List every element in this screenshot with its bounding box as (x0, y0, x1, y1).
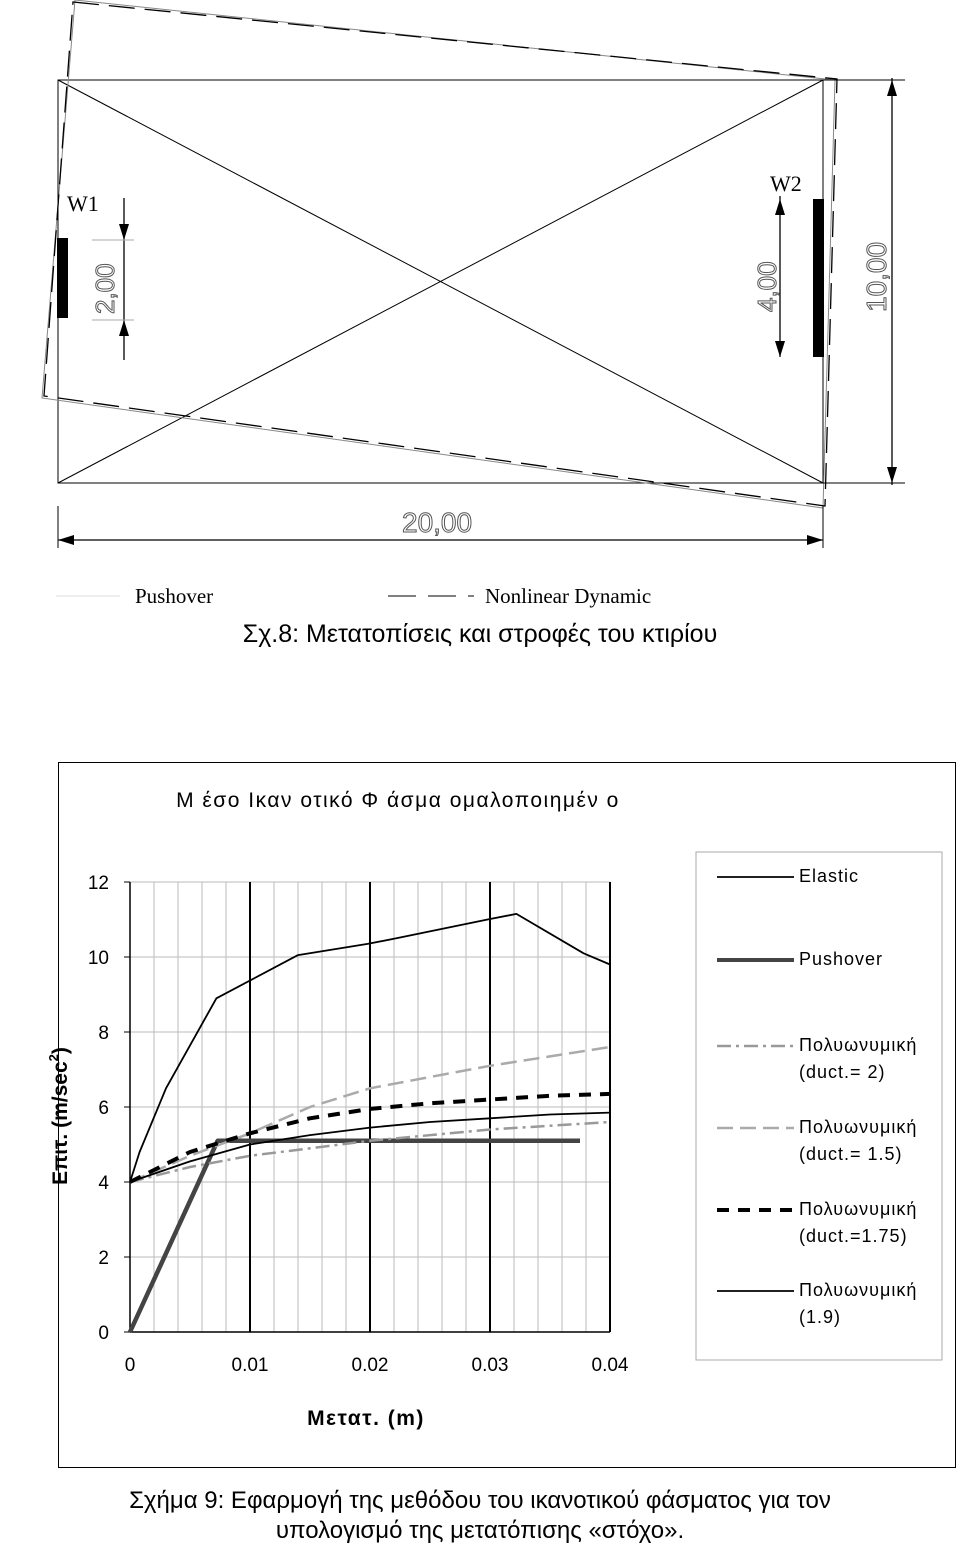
dimension-arrow (775, 199, 785, 215)
dimension-arrow (119, 320, 129, 336)
y-tick-label: 12 (87, 873, 109, 894)
dimension-arrow (119, 224, 129, 240)
dimension-arrow (887, 467, 897, 483)
dimension-label-10: 10,00 (861, 241, 892, 312)
legend-nonlinear-label: Nonlinear Dynamic (485, 584, 652, 608)
legend-sublabel-2: (duct.= 2) (799, 1062, 886, 1082)
legend-sublabel-5: (1.9) (799, 1307, 842, 1327)
dimension-label-2: 2,00 (90, 263, 120, 314)
series-line-1 (130, 1141, 580, 1332)
dynamic-displaced-outline (44, 2, 837, 506)
pushover-displaced-outline (42, 0, 835, 508)
chart-frame (46, 762, 956, 1468)
legend-label-0: Elastic (799, 866, 860, 886)
legend-label-1: Pushover (799, 949, 884, 969)
y-tick-label: 6 (98, 1098, 109, 1119)
figure-9-caption (0, 1486, 960, 1546)
legend-label-3: Πολυωνυμική (799, 1117, 918, 1137)
wall-w2-label: W2 (770, 171, 802, 196)
figure-9-caption-line2: υπολογισμό της μετατόπισης «στόχο». (275, 1517, 685, 1544)
y-axis-label-sup: 2 (46, 1054, 61, 1062)
legend-label-4: Πολυωνυμική (799, 1199, 918, 1219)
building-displacement-diagram (0, 0, 960, 700)
legend-label-2: Πολυωνυμική (799, 1035, 918, 1055)
legend-sublabel-3: (duct.= 1.5) (799, 1144, 903, 1164)
dimension-arrow (807, 535, 823, 545)
legend-pushover-label: Pushover (135, 584, 214, 608)
chart-title: Μ έσο Ικαν οτικό Φ άσμα ομαλοποιημέν ο (176, 789, 620, 812)
y-axis-label-close: ) (49, 1047, 72, 1055)
wall-w1 (57, 238, 68, 318)
tick-labels (88, 873, 629, 1376)
x-tick-label: 0.01 (231, 1355, 269, 1376)
figure-8-caption: Σχ.8: Μετατοπίσεις και στροφές του κτιρίου (242, 620, 718, 648)
svg-text:Επιτ. (m/sec2) (46, 1047, 72, 1185)
figure-9-caption-line1: Σχήμα 9: Εφαρμογή της μεθόδου του ικανοτικού φάσματος για τον (129, 1487, 831, 1514)
wall-w1-label: W1 (67, 191, 99, 216)
y-tick-label: 8 (98, 1023, 109, 1044)
x-tick-label: 0.03 (471, 1355, 509, 1376)
y-tick-label: 0 (98, 1323, 109, 1344)
wall-w2 (813, 199, 824, 357)
dimension-label-20: 20,00 (402, 507, 473, 538)
dimension-arrow (887, 80, 897, 96)
chart-legend (696, 852, 942, 1360)
y-axis-label-main: Επιτ. (m/sec (49, 1061, 72, 1185)
dimension-label-4: 4,00 (752, 261, 782, 312)
x-tick-label: 0 (124, 1355, 136, 1376)
x-tick-label: 0.02 (351, 1355, 389, 1376)
legend-label-5: Πολυωνυμική (799, 1280, 918, 1300)
dimension-arrow (58, 535, 74, 545)
y-axis-label (46, 1047, 72, 1185)
x-axis-label: Μετατ. (m) (307, 1407, 425, 1430)
y-tick-label: 4 (98, 1173, 109, 1194)
legend-sublabel-4: (duct.=1.75) (799, 1226, 908, 1246)
y-tick-label: 10 (87, 948, 109, 969)
capacity-spectrum-chart (46, 763, 955, 1467)
dimension-arrow (775, 341, 785, 357)
x-tick-label: 0.04 (591, 1355, 629, 1376)
y-tick-label: 2 (98, 1248, 109, 1269)
